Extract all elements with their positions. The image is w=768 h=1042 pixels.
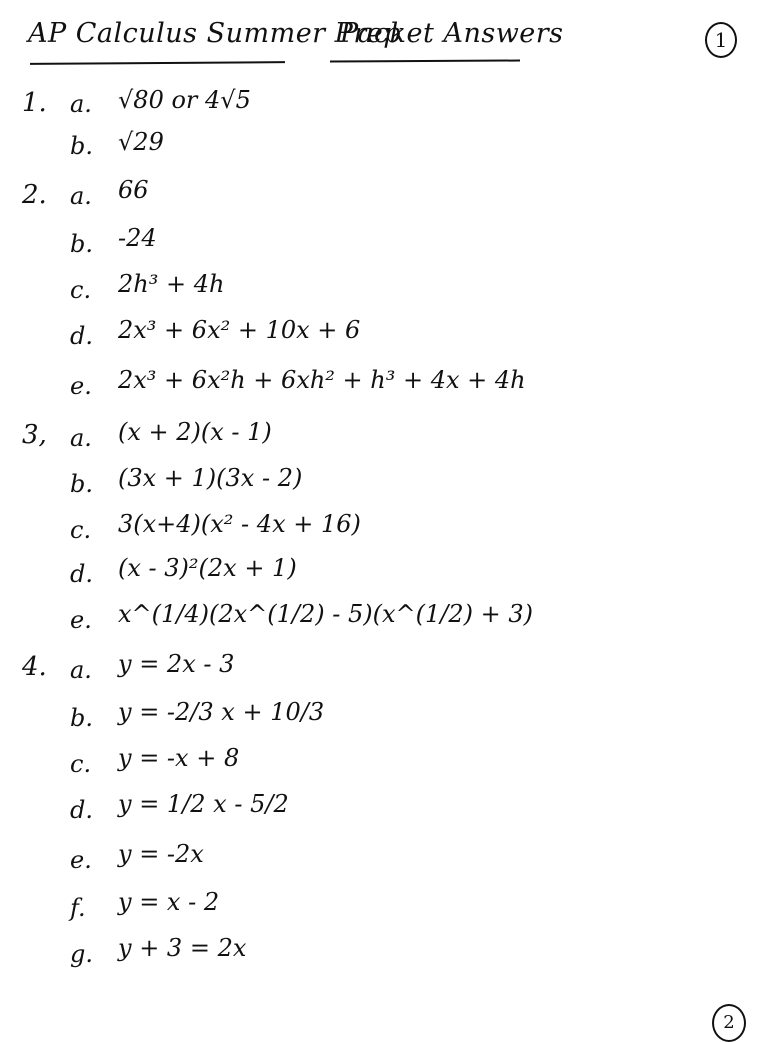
problem-1b-answer: √29	[118, 128, 164, 156]
problem-4a-letter: a.	[70, 656, 92, 684]
problem-4-number: 4.	[22, 652, 47, 682]
problem-4c-letter: c.	[70, 750, 92, 778]
problem-4d-answer: y = 1/2 x - 5/2	[118, 790, 289, 818]
problem-4f-answer: y = x - 2	[118, 888, 220, 916]
problem-3d-letter: d.	[70, 560, 93, 588]
problem-3-number: 3,	[22, 420, 47, 450]
page-number-circle: 1	[705, 22, 737, 58]
problem-1-number: 1.	[22, 88, 47, 118]
problem-3c-letter: c.	[70, 516, 92, 544]
problem-4g-answer: y + 3 = 2x	[118, 934, 247, 962]
problem-2e-letter: e.	[70, 372, 92, 400]
problem-4e-answer: y = -2x	[118, 840, 204, 868]
problem-2d-letter: d.	[70, 322, 93, 350]
problem-3a-answer: (x + 2)(x - 1)	[118, 418, 272, 446]
problem-4b-letter: b.	[70, 704, 93, 732]
problem-2a-answer: 66	[118, 176, 149, 204]
title-underline-right	[330, 60, 520, 63]
problem-2e-answer: 2x³ + 6x²h + 6xh² + h³ + 4x + 4h	[118, 366, 526, 394]
problem-2b-answer: -24	[118, 224, 157, 252]
problem-2c-answer: 2h³ + 4h	[118, 270, 225, 298]
problem-4f-letter: f.	[70, 894, 86, 922]
problem-4c-answer: y = -x + 8	[118, 744, 240, 772]
problem-2-number: 2.	[22, 180, 47, 210]
page-title-part2: Packet Answers	[340, 18, 564, 49]
problem-4b-answer: y = -2/3 x + 10/3	[118, 698, 325, 726]
problem-1a-letter: a.	[70, 90, 92, 118]
problem-4d-letter: d.	[70, 796, 93, 824]
problem-1a-answer: √80 or 4√5	[118, 86, 251, 114]
problem-4g-letter: g.	[70, 940, 93, 968]
problem-3d-answer: (x - 3)²(2x + 1)	[118, 554, 297, 582]
problem-3e-letter: e.	[70, 606, 92, 634]
problem-2c-letter: c.	[70, 276, 92, 304]
problem-2d-answer: 2x³ + 6x² + 10x + 6	[118, 316, 361, 344]
problem-1b-letter: b.	[70, 132, 93, 160]
problem-4a-answer: y = 2x - 3	[118, 650, 235, 678]
problem-2a-letter: a.	[70, 182, 92, 210]
problem-2b-letter: b.	[70, 230, 93, 258]
problem-3e-answer: x^(1/4)(2x^(1/2) - 5)(x^(1/2) + 3)	[118, 600, 533, 628]
next-page-number-circle: 2	[712, 1004, 746, 1042]
problem-3a-letter: a.	[70, 424, 92, 452]
problem-3b-letter: b.	[70, 470, 93, 498]
page-title-part1: AP Calculus Summer Prep	[28, 18, 402, 49]
problem-3b-answer: (3x + 1)(3x - 2)	[118, 464, 303, 492]
problem-4e-letter: e.	[70, 846, 92, 874]
title-underline-left	[30, 61, 285, 65]
problem-3c-answer: 3(x+4)(x² - 4x + 16)	[118, 510, 361, 538]
